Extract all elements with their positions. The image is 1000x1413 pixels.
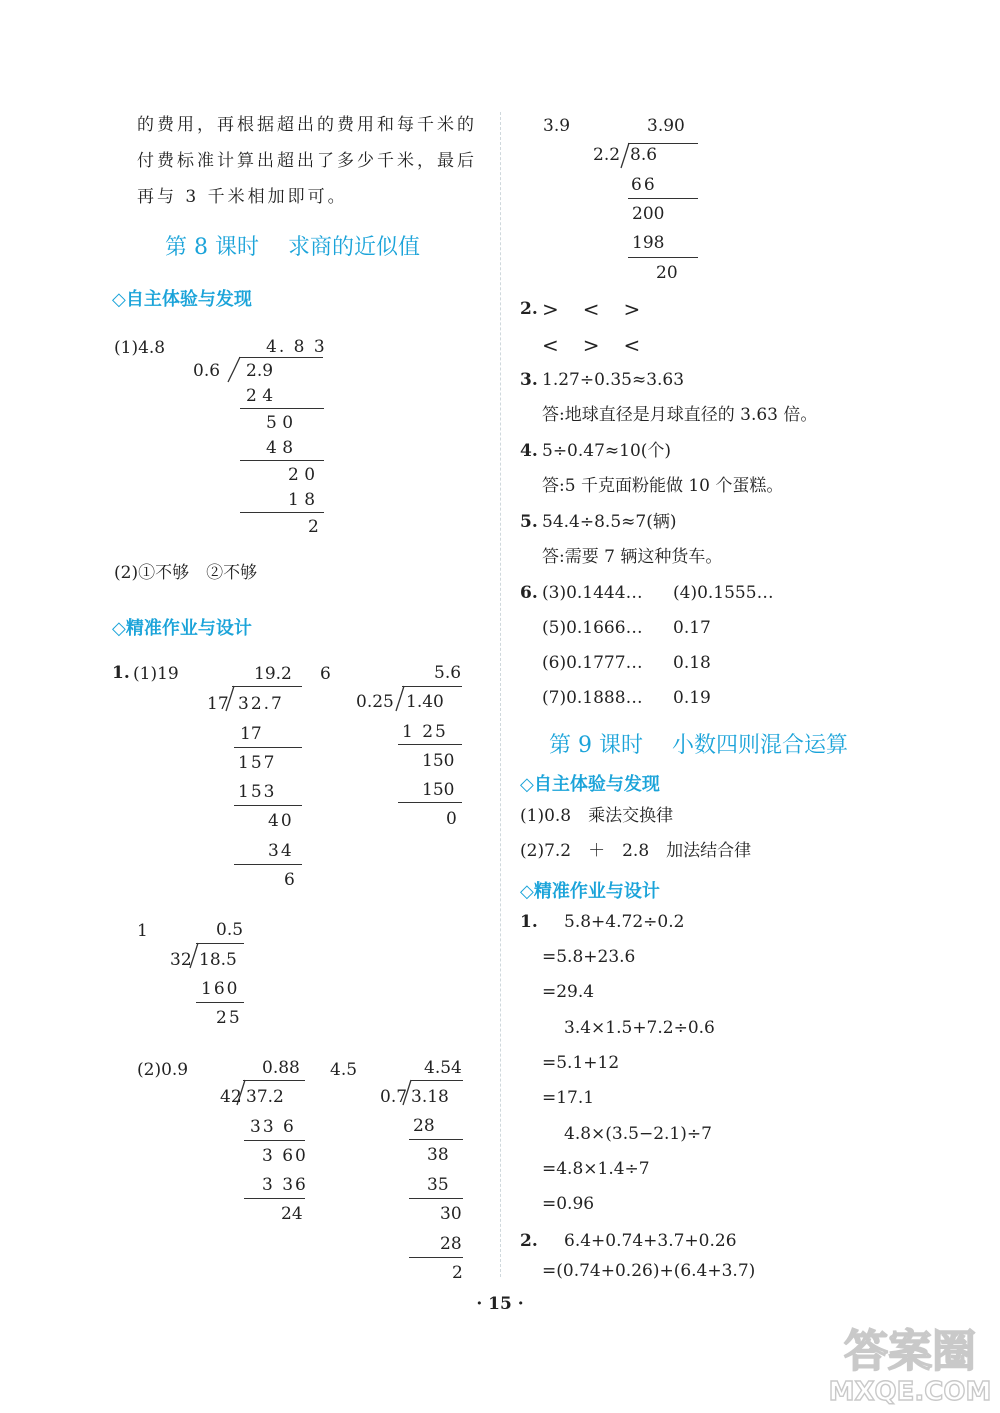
practice-r1-line-9: =0.96	[542, 1194, 595, 1214]
lesson-8-title: 第 8 课时 求商的近似值	[165, 235, 421, 260]
answer-6-number: 6.	[520, 583, 538, 603]
answer-3-number: 3.	[520, 370, 538, 390]
answer-5-number: 5.	[520, 512, 538, 532]
self-answer-1: (1)0.8 乘法交换律	[520, 806, 674, 826]
answer-4-expression: 5÷0.47≈10(个)	[542, 441, 672, 461]
watermark-logo	[828, 1318, 993, 1408]
practice-r1-line-6: =17.1	[542, 1088, 595, 1108]
q1-answer: (1)4.8	[114, 338, 166, 358]
practice-r1-line-5: =5.1+12	[542, 1053, 620, 1073]
practice-r1-line-1: 5.8+4.72÷0.2	[564, 912, 685, 932]
answer-2-number: 2.	[520, 299, 538, 319]
answer-6-row-4-b: 0.19	[673, 688, 711, 708]
intro-line-1: 的费用，再根据超出的费用和每千米的	[137, 115, 477, 135]
lesson-9-title: 第 9 课时 小数四则混合运算	[549, 733, 849, 758]
self-answer-2: (2)7.2 ＋ 2.8 加法结合律	[520, 841, 752, 861]
q2-answer: (2)①不够 ②不够	[114, 563, 258, 583]
practice-r1-line-7: 4.8×(3.5−2.1)÷7	[564, 1124, 712, 1144]
answer-6-row-1-a: (3)0.1444…	[542, 583, 643, 603]
answer-6-row-3-a: (6)0.1777…	[542, 653, 643, 673]
watermark-url: MXQE.COM	[828, 1377, 992, 1407]
practice-1e-answer: 4.5	[330, 1060, 358, 1080]
practice-1b-answer: 6	[320, 664, 331, 684]
answer-6-row-2-b: 0.17	[673, 618, 711, 638]
answer-6-row-3-b: 0.18	[673, 653, 711, 673]
top-answer: 3.9	[543, 116, 571, 136]
answer-3-expression: 1.27÷0.35≈3.63	[542, 370, 685, 390]
answer-4-answer: 答:5 千克面粉能做 10 个蛋糕。	[542, 476, 784, 496]
section-self-experience-2: ◇自主体验与发现	[520, 774, 660, 795]
answer-5-expression: 54.4÷8.5≈7(辆)	[542, 512, 677, 532]
intro-line-3: 再与 3 千米相加即可。	[137, 187, 348, 207]
practice-r2-line-2: =(0.74+0.26)+(6.4+3.7)	[542, 1261, 756, 1281]
practice-r1-line-4: 3.4×1.5+7.2÷0.6	[564, 1018, 715, 1038]
practice-r1-line-2: =5.8+23.6	[542, 947, 636, 967]
practice-r1-line-8: =4.8×1.4÷7	[542, 1159, 650, 1179]
page-number: · 15 ·	[476, 1294, 524, 1314]
intro-line-2: 付费标准计算出超出了多少千米，最后	[137, 151, 477, 171]
section-self-experience: ◇自主体验与发现	[112, 289, 252, 310]
answer-6-row-1-b: (4)0.1555…	[673, 583, 774, 603]
answer-6-row-2-a: (5)0.1666…	[542, 618, 643, 638]
division-bracket	[226, 356, 242, 384]
practice-r1-line-3: =29.4	[542, 982, 595, 1002]
practice-1a-answer: (1)19	[133, 664, 179, 684]
answer-2-row-2: < > <	[542, 333, 643, 357]
practice-r2-number: 2.	[520, 1231, 538, 1251]
practice-r2-line-1: 6.4+0.74+3.7+0.26	[564, 1231, 737, 1251]
practice-1d-answer: (2)0.9	[137, 1060, 189, 1080]
section-precise-homework: ◇精准作业与设计	[112, 618, 252, 639]
answer-2-row-1: > < >	[542, 297, 643, 321]
section-precise-homework-2: ◇精准作业与设计	[520, 881, 660, 902]
practice-1-number: 1.	[112, 663, 130, 683]
answer-3-answer: 答:地球直径是月球直径的 3.63 倍。	[542, 405, 818, 425]
practice-r1-number: 1.	[520, 912, 538, 932]
answer-4-number: 4.	[520, 441, 538, 461]
practice-1c-answer: 1	[137, 921, 148, 941]
watermark-text: 答案圈	[844, 1326, 976, 1377]
answer-5-answer: 答:需要 7 辆这种货车。	[542, 547, 723, 567]
answer-6-row-4-a: (7)0.1888…	[542, 688, 643, 708]
column-divider	[500, 112, 501, 1277]
